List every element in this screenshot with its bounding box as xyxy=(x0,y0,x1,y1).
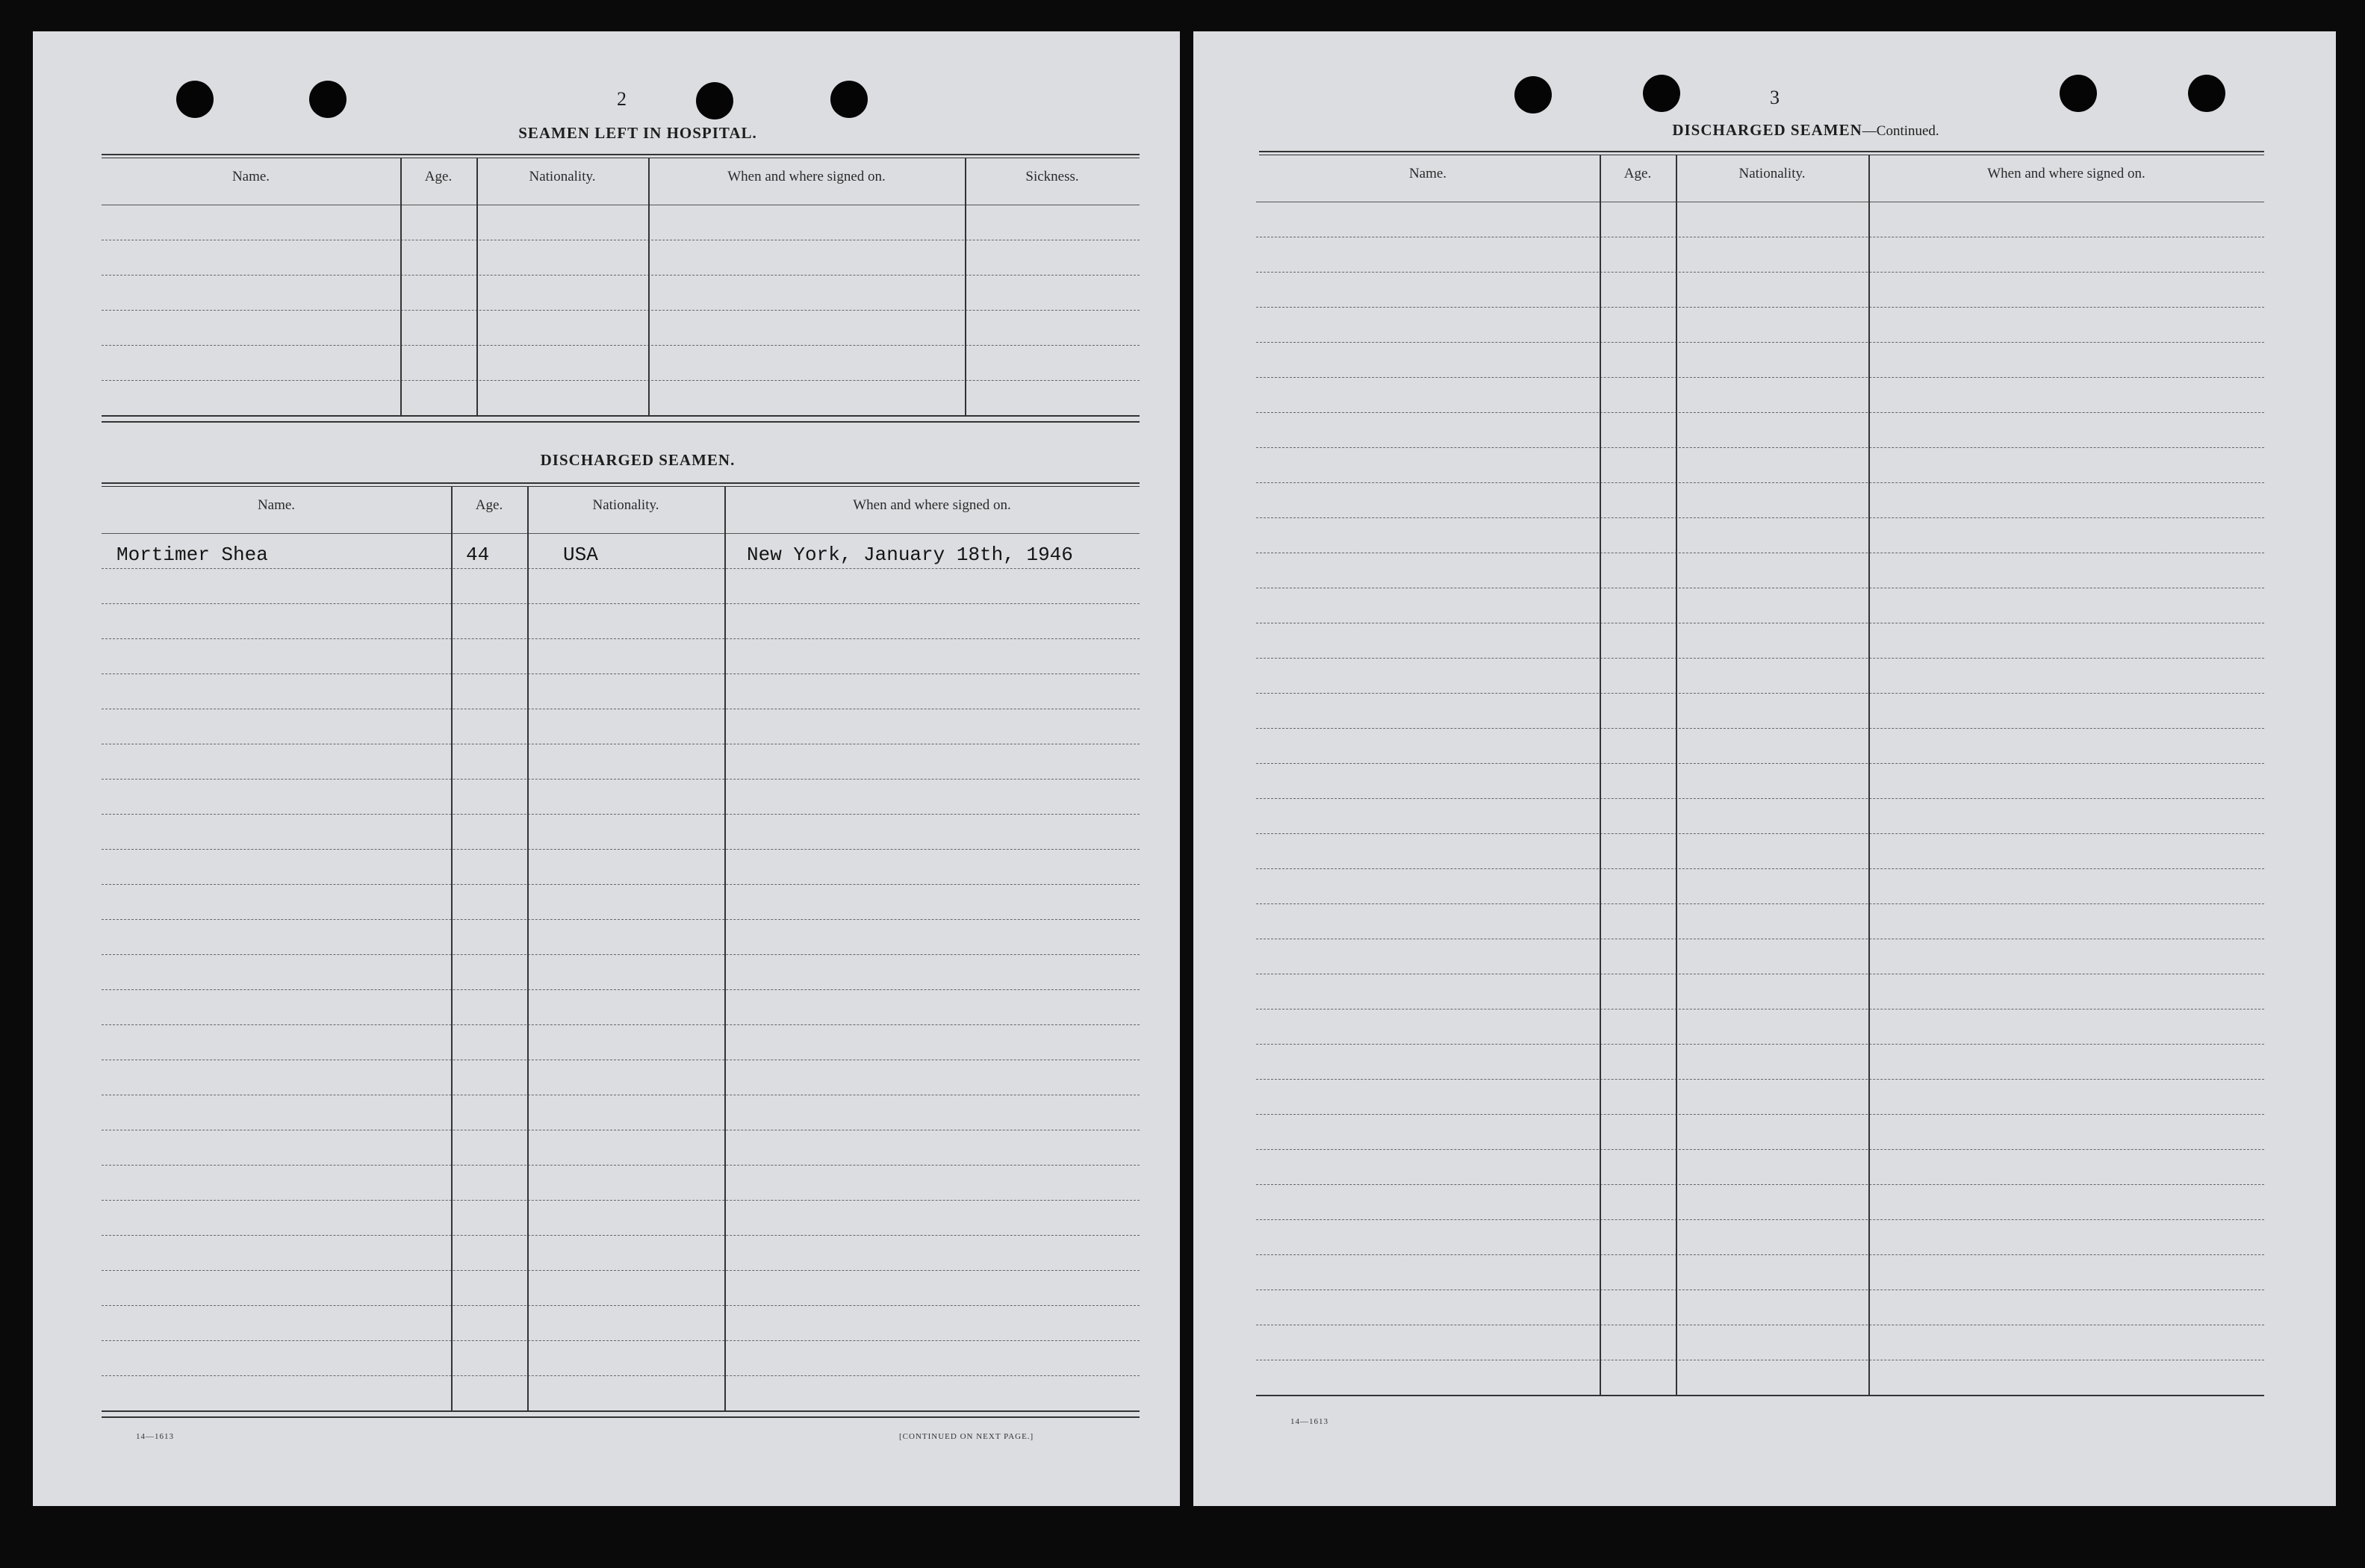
row-rule xyxy=(1256,1044,2264,1045)
table-rule xyxy=(1259,151,2264,155)
discharged-continued-title xyxy=(1582,121,2030,140)
row-rule xyxy=(102,638,1140,639)
column-header: Sickness. xyxy=(1025,169,1079,184)
continued-note: [CONTINUED ON NEXT PAGE.] xyxy=(899,1432,1034,1441)
row-rule xyxy=(102,275,1140,276)
row-rule xyxy=(102,989,1140,990)
right-form-page xyxy=(1193,31,2336,1506)
seaman-nationality: USA xyxy=(563,544,598,566)
row-rule xyxy=(102,415,1140,417)
column-header: Nationality. xyxy=(592,497,659,513)
column-divider xyxy=(648,158,650,415)
column-divider xyxy=(527,487,529,1410)
row-rule xyxy=(102,1375,1140,1376)
form-number: 14—1613 xyxy=(136,1432,174,1441)
row-rule xyxy=(1256,1184,2264,1185)
row-rule xyxy=(1256,763,2264,764)
row-rule xyxy=(1256,272,2264,273)
row-rule xyxy=(102,1340,1140,1341)
column-header: When and where signed on. xyxy=(853,497,1011,513)
row-rule xyxy=(1256,307,2264,308)
row-rule xyxy=(102,1165,1140,1166)
row-rule xyxy=(1256,412,2264,413)
row-rule xyxy=(102,380,1140,381)
column-header: Nationality. xyxy=(529,169,596,184)
row-rule xyxy=(102,1270,1140,1271)
row-rule xyxy=(102,345,1140,346)
punch-hole xyxy=(696,82,733,119)
column-divider xyxy=(1600,155,1601,1395)
row-rule xyxy=(1256,342,2264,343)
row-rule xyxy=(102,779,1140,780)
row-rule xyxy=(102,568,1140,569)
row-rule xyxy=(1256,658,2264,659)
row-rule xyxy=(102,849,1140,850)
row-rule xyxy=(1256,1219,2264,1220)
header-rule xyxy=(102,533,1140,534)
row-rule xyxy=(1256,517,2264,518)
column-header: Age. xyxy=(1623,166,1652,181)
seaman-name: Mortimer Shea xyxy=(116,544,268,566)
column-header: Age. xyxy=(424,169,453,184)
column-divider xyxy=(1676,155,1677,1395)
table-bottom-rule xyxy=(102,421,1140,423)
column-divider xyxy=(965,158,966,415)
row-rule xyxy=(102,954,1140,955)
title-suffix: —Continued. xyxy=(1862,123,1939,139)
row-rule xyxy=(1256,447,2264,448)
row-rule xyxy=(1256,482,2264,483)
row-rule xyxy=(102,1305,1140,1306)
hospital-section-title: SEAMEN LEFT IN HOSPITAL. xyxy=(518,124,757,142)
row-rule xyxy=(1256,1254,2264,1255)
row-rule xyxy=(102,1235,1140,1236)
column-header: When and where signed on. xyxy=(727,169,886,184)
row-rule xyxy=(1256,903,2264,904)
row-rule xyxy=(102,673,1140,674)
row-rule xyxy=(102,1024,1140,1025)
row-rule xyxy=(1256,1289,2264,1290)
column-divider xyxy=(476,158,478,415)
row-rule xyxy=(1256,377,2264,378)
row-rule xyxy=(1256,798,2264,799)
page-number: 2 xyxy=(617,88,627,110)
row-rule xyxy=(1256,693,2264,694)
form-number: 14—1613 xyxy=(1290,1417,1328,1426)
row-rule xyxy=(1256,868,2264,869)
left-form-page xyxy=(33,31,1180,1506)
page-number: 3 xyxy=(1770,87,1780,108)
row-rule xyxy=(1256,833,2264,834)
column-header: Age. xyxy=(475,497,503,513)
row-rule xyxy=(102,1200,1140,1201)
column-divider xyxy=(451,487,453,1410)
row-rule xyxy=(1256,1079,2264,1080)
title-main: DISCHARGED SEAMEN xyxy=(1672,121,1862,139)
punch-hole xyxy=(1514,76,1552,113)
punch-hole xyxy=(309,81,346,118)
row-rule xyxy=(1256,1149,2264,1150)
discharged-section-title: DISCHARGED SEAMEN. xyxy=(540,451,736,469)
row-rule xyxy=(102,884,1140,885)
table-bottom-rule xyxy=(102,1416,1140,1418)
punch-hole xyxy=(1643,75,1680,112)
punch-hole xyxy=(830,81,868,118)
column-header: Name. xyxy=(231,169,270,184)
seaman-signed-on: New York, January 18th, 1946 xyxy=(747,544,1073,566)
row-rule xyxy=(102,310,1140,311)
table-rule xyxy=(102,154,1140,158)
table-rule xyxy=(102,482,1140,487)
seaman-age: 44 xyxy=(466,544,490,566)
row-rule xyxy=(102,919,1140,920)
punch-hole xyxy=(176,81,214,118)
row-rule xyxy=(1256,1395,2264,1396)
punch-hole xyxy=(2060,75,2097,112)
column-divider xyxy=(400,158,402,415)
column-header: Nationality. xyxy=(1738,166,1806,181)
row-rule xyxy=(102,603,1140,604)
row-rule xyxy=(1256,728,2264,729)
column-divider xyxy=(724,487,726,1410)
column-header: Name. xyxy=(1408,166,1447,181)
punch-hole xyxy=(2188,75,2225,112)
column-divider xyxy=(1868,155,1870,1395)
row-rule xyxy=(1256,1114,2264,1115)
column-header: When and where signed on. xyxy=(1987,166,2145,181)
row-rule xyxy=(102,814,1140,815)
row-rule xyxy=(102,1410,1140,1412)
column-header: Name. xyxy=(257,497,296,513)
